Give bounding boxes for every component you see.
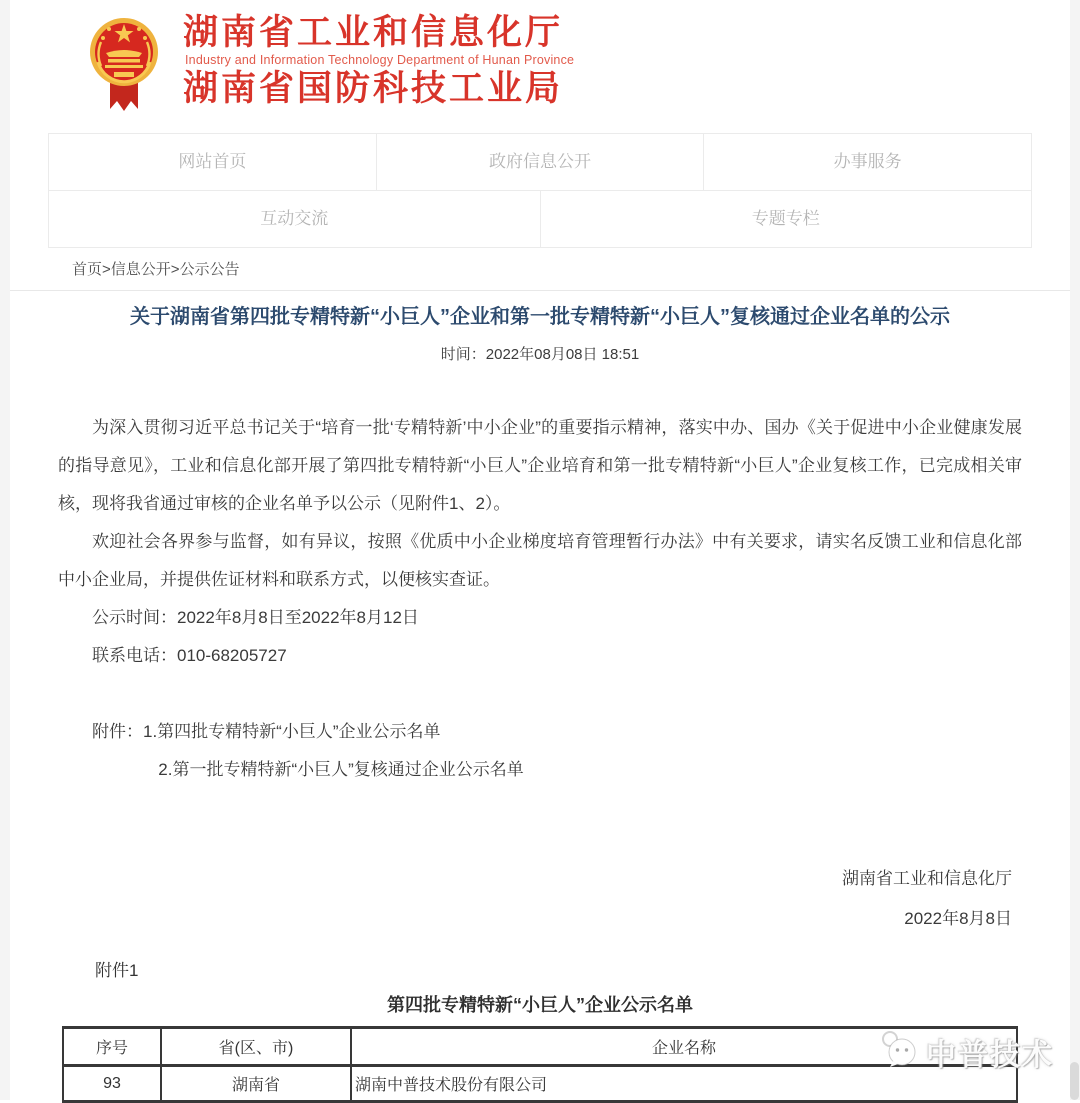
nav-item-home[interactable]: 网站首页 xyxy=(49,134,377,190)
article-body xyxy=(58,409,1022,939)
org-title-cn-1: 湖南省工业和信息化厅 xyxy=(183,13,564,52)
main-nav xyxy=(48,133,1032,248)
nav-row-1 xyxy=(49,134,1031,190)
breadcrumb[interactable]: 首页>信息公开>公示公告 xyxy=(72,261,240,278)
cell-province: 湖南省 xyxy=(161,1066,351,1102)
breadcrumb-divider xyxy=(10,290,1070,291)
china-national-emblem-icon xyxy=(88,12,160,116)
site-header xyxy=(0,0,1080,133)
nav-item-gov-info[interactable]: 政府信息公开 xyxy=(377,134,705,190)
attachment-item-2: 2.第一批专精特新“小巨人”复核通过企业公示名单 xyxy=(158,760,524,779)
signature-date: 2022年8月8日 xyxy=(904,909,1012,928)
nav-item-interaction[interactable]: 互动交流 xyxy=(49,191,541,247)
page-right-margin xyxy=(1070,0,1080,1100)
scrollbar-thumb[interactable] xyxy=(1070,1062,1079,1100)
annex-company-table xyxy=(62,1026,1018,1103)
table-header-row xyxy=(63,1028,1017,1066)
col-header-company: 企业名称 xyxy=(351,1028,1017,1066)
watermark-text: 中普技术 xyxy=(926,1038,1054,1072)
annex-table-title: 第四批专精特新“小巨人”企业公示名单 xyxy=(387,995,693,1015)
paragraph-2: 欢迎社会各界参与监督，如有异议，按照《优质中小企业梯度培育管理暂行办法》中有关要求，请实名反馈工业和信息化部中小企业局，并提供佐证材料和联系方式，以便核实查证。 xyxy=(58,532,1022,589)
org-title-cn-2: 湖南省国防科技工业局 xyxy=(183,69,564,108)
article-title: 关于湖南省第四批专精特新“小巨人”企业和第一批专精特新“小巨人”复核通过企业名单的公示 xyxy=(130,306,950,328)
notice-period: 公示时间：2022年8月8日至2022年8月12日 xyxy=(92,608,419,627)
contact-phone: 联系电话：010-68205727 xyxy=(92,646,287,665)
col-header-no: 序号 xyxy=(63,1028,161,1066)
signature-block xyxy=(58,859,1022,939)
attachments-block xyxy=(58,713,1022,789)
paragraph-1: 为深入贯彻习近平总书记关于“培育一批‘专精特新’中小企业”的重要指示精神，落实中办、国办《关于促进中小企业健康发展的指导意见》，工业和信息化部开展了第四批专精特新“小巨人”企业培育和第一批专精特新“小巨人”企业复核工作，已完成相关审核，现将我省通过审核的企业名单予以公示（见附件1、2）。 xyxy=(58,418,1022,513)
nav-row-2 xyxy=(49,190,1031,247)
annex-1-label: 附件1 xyxy=(95,961,139,980)
nav-item-special-columns[interactable]: 专题专栏 xyxy=(751,209,820,228)
attachment-line-1 xyxy=(58,713,1022,751)
col-header-province: 省(区、市) xyxy=(161,1028,351,1066)
org-title-en: Industry and Information Technology Department of Hunan Province xyxy=(185,53,575,67)
nav-item-services[interactable]: 办事服务 xyxy=(833,152,902,171)
page-left-margin xyxy=(0,0,10,1100)
cell-company: 湖南中普技术股份有限公司 xyxy=(351,1066,1017,1102)
signature-org: 湖南省工业和信息化厅 xyxy=(842,869,1012,888)
attachment-item-1: 1.第四批专精特新“小巨人”企业公示名单 xyxy=(143,722,441,741)
article-timestamp: 时间：2022年08月08日 18:51 xyxy=(440,346,640,363)
attachments-label: 附件： xyxy=(92,722,143,741)
table-row xyxy=(63,1066,1017,1102)
cell-no: 93 xyxy=(63,1066,161,1102)
